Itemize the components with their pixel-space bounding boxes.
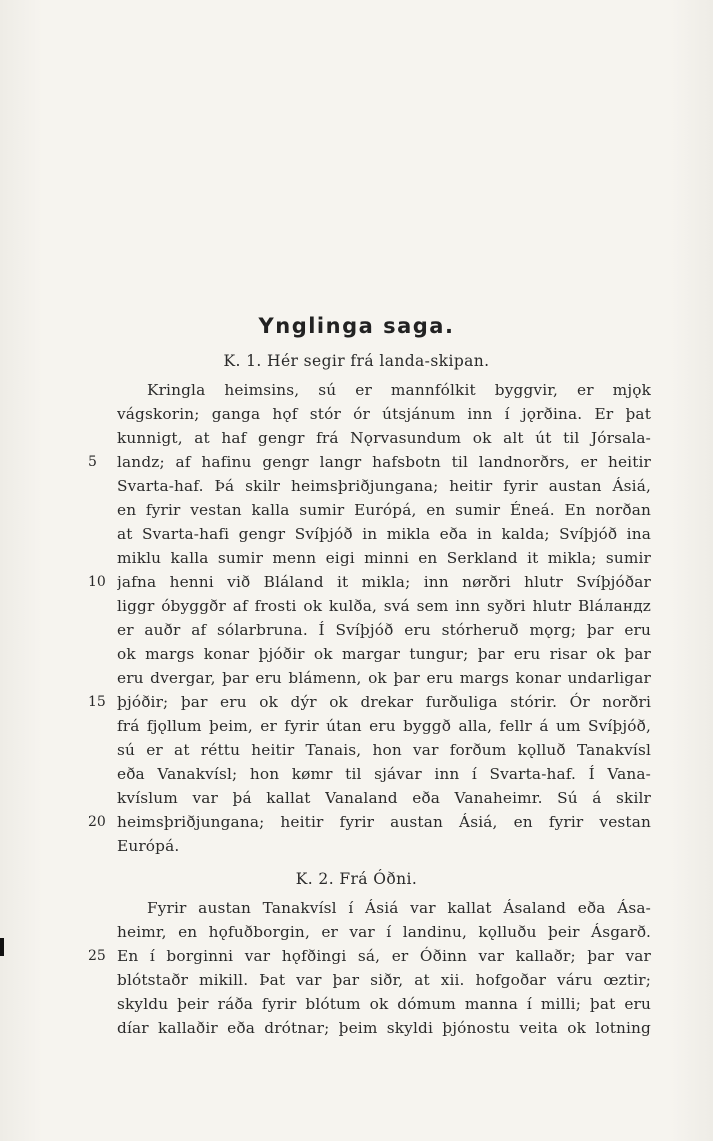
text-line: kvíslum var þá kallat Vanaland eða Vanaheimr. Sú á skilr	[117, 789, 651, 807]
text-line: sú er at réttu heitir Tanais, hon var forðum kǫlluð Tanakvísl	[117, 741, 651, 759]
text-line: Fyrir austan Tanakvísl í Ásiá var kallat Ásaland eða Ása-	[147, 899, 651, 917]
line-number: 25	[88, 948, 106, 964]
text-line: díar kallaðir eða drótnar; þeim skyldi þjónostu veita ok lotning	[117, 1019, 651, 1037]
text-line: en fyrir vestan kalla sumir Európá, en sumir Éneá. En norðan	[117, 501, 651, 519]
text-line: kunnigt, at haf gengr frá Nǫrvasundum ok alt út til Jórsala-	[117, 429, 651, 447]
text-line: at Svarta-hafi gengr Svíþjóð in mikla eða in kalda; Svíþjóð ina	[117, 525, 651, 543]
text-line: blótstaðr mikill. Þat var þar siðr, at xii. hofgoðar váru œztir;	[117, 971, 651, 989]
text-line: er auðr af sólarbruna. Í Svíþjóð eru stórheruð mǫrg; þar eru	[117, 621, 651, 639]
chapter-2-heading: K. 2. Frá Óðni.	[295, 870, 418, 888]
page-edge-mark	[0, 938, 4, 956]
text-line: landz; af hafinu gengr langr hafsbotn til landnorðrs, er heitir	[117, 453, 651, 471]
text-line: jafna henni við Bláland it mikla; inn nørðri hlutr Svíþjóðar	[117, 573, 651, 591]
text-line: miklu kalla sumir menn eigi minni en Serkland it mikla; sumir	[117, 549, 651, 567]
line-number: 5	[88, 454, 97, 470]
text-line: Kringla heimsins, sú er mannfólkit byggvir, er mjǫk	[147, 381, 651, 399]
text-line: liggr óbyggðr af frosti ok kulða, svá sem inn syðri hlutr Bláландz	[117, 597, 651, 615]
line-number: 20	[88, 814, 106, 830]
text-line: vágskorin; ganga hǫf stór ór útsjánum inn í jǫrðina. Er þat	[117, 405, 651, 423]
chapter-1-heading: K. 1. Hér segir frá landa-skipan.	[223, 352, 490, 370]
text-line: frá fjǫllum þeim, er fyrir útan eru byggð alla, fellr á um Svíþjóð,	[117, 717, 651, 735]
text-line: ok margs konar þjóðir ok margar tungur; þar eru risar ok þar	[117, 645, 651, 663]
text-line: heimsþriðjungana; heitir fyrir austan Ásiá, en fyrir vestan	[117, 813, 651, 831]
text-line: heimr, en hǫfuðborgin, er var í landinu, kǫlluðu þeir Ásgarð.	[117, 923, 651, 941]
page-title: Ynglinga saga.	[258, 314, 455, 338]
text-line: eða Vanakvísl; hon kømr til sjávar inn í Svarta-haf. Í Vana-	[117, 765, 651, 783]
line-number: 10	[88, 574, 106, 590]
text-line: En í borginni var hǫfðingi sá, er Óðinn var kallaðr; þar var	[117, 947, 651, 965]
text-line: skyldu þeir ráða fyrir blótum ok dómum manna í milli; þat eru	[117, 995, 651, 1013]
line-number: 15	[88, 694, 106, 710]
text-line: eru dvergar, þar eru blámenn, ok þar eru margs konar undarligar	[117, 669, 651, 687]
text-line: þjóðir; þar eru ok dýr ok drekar furðuliga stórir. Ór norðri	[117, 693, 651, 711]
text-line: Európá.	[117, 837, 180, 855]
text-line: Svarta-haf. Þá skilr heimsþriðjungana; heitir fyrir austan Ásiá,	[117, 477, 651, 495]
